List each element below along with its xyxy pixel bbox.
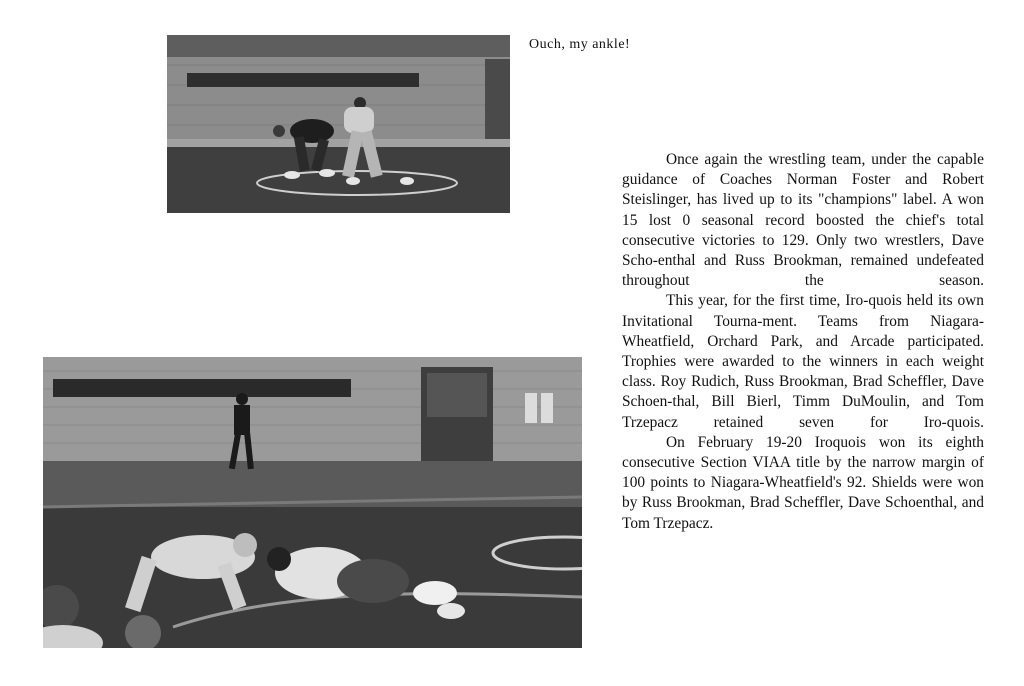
- article-paragraph-3: On February 19-20 Iroquois won its eighth consecutive Section VIAA title by the narrow margin of 100 points to Niagara-Wheatfield's 92. Shields were won by Russ Brookman, Brad Scheffler, Dave Schoenthal, and Tom Trzepacz.: [622, 433, 984, 532]
- article-paragraph-2: This year, for the first time, Iro-quois held its own Invitational Tourna-ment. Teams from Niagara-Wheatfield, Orchard Park, and Arcade participated. Trophies were awarded to the winners in each weight class. Roy Rudich, Russ Brookman, Brad Scheffler, Dave Schoen-thal, Bill Bierl, Timm DuMoulin, and Tom Trzepacz retained seven for Iro-quois.: [622, 292, 984, 431]
- photo-caption: Ouch, my ankle!: [529, 37, 631, 52]
- article-body: [622, 150, 984, 534]
- wrestling-photo-bottom: [43, 357, 582, 648]
- wrestling-photo-top: [167, 35, 510, 213]
- article-paragraph-1: Once again the wrestling team, under the capable guidance of Coaches Norman Foster and Robert Steislinger, has lived up to its "champions" label. A won 15 lost 0 seasonal record boosted the chief's total consecutive victories to 129. Only two wrestlers, Dave Scho-enthal and Russ Brookman, remained undefeated throughout the season.: [622, 151, 984, 290]
